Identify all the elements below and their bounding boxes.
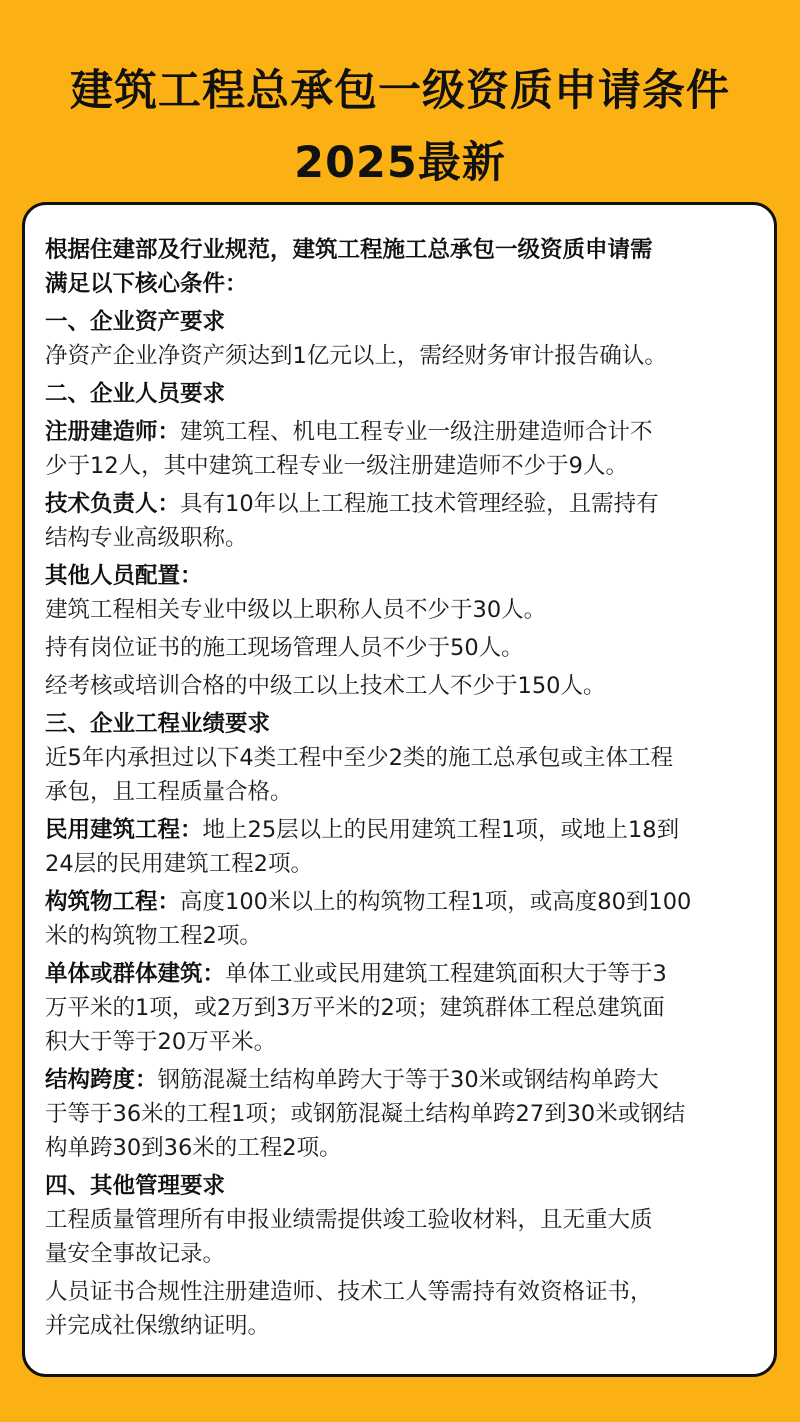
section-1-heading: 一、企业资产要求 xyxy=(45,309,226,335)
section-2-heading: 二、企业人员要求 xyxy=(45,381,226,407)
intro-line-1: 根据住建部及行业规范，建筑工程施工总承包一级资质申请需 xyxy=(45,237,653,263)
section-1-text: 净资产企业净资产须达到1亿元以上，需经财务审计报告确认。 xyxy=(45,343,667,369)
section-4-text-3: 人员证书合规性注册建造师、技术工人等需持有效资格证书， xyxy=(45,1279,653,1305)
section-2-item-c-3: 经考核或培训合格的中级工以上技术工人不少于150人。 xyxy=(45,673,606,699)
section-3-item-c-cont-1: 万平米的1项，或2万到3万平米的2项；建筑群体工程总建筑面 xyxy=(45,995,665,1021)
section-2-item-c-label: 其他人员配置： xyxy=(45,563,203,589)
title-line-1: 建筑工程总承包一级资质申请条件 xyxy=(70,66,730,116)
item-label: 民用建筑工程： xyxy=(45,817,203,843)
section-3-item-c-cont-2: 积大于等于20万平米。 xyxy=(45,1029,277,1055)
section-2-item-a-cont: 少于12人，其中建筑工程专业一级注册建造师不少于9人。 xyxy=(45,453,628,479)
item-label: 构筑物工程： xyxy=(45,889,181,915)
item-label: 单体或群体建筑： xyxy=(45,961,226,987)
item-label: 技术负责人： xyxy=(45,491,181,517)
item-label: 注册建造师： xyxy=(45,419,181,445)
section-3-item-b: 构筑物工程：高度100米以上的构筑物工程1项，或高度80到100 xyxy=(45,889,692,915)
section-3-item-d-cont-1: 于等于36米的工程1项；或钢筋混凝土结构单跨27到30米或钢结 xyxy=(45,1101,686,1127)
section-2-item-b: 技术负责人：具有10年以上工程施工技术管理经验，且需持有 xyxy=(45,491,659,517)
section-3-heading: 三、企业工程业绩要求 xyxy=(45,711,271,737)
section-4-heading: 四、其他管理要求 xyxy=(45,1173,226,1199)
section-4-text-2: 量安全事故记录。 xyxy=(45,1241,226,1267)
title-line-2: 2025最新 xyxy=(294,138,506,188)
section-3-item-d-cont-2: 构单跨30到36米的工程2项。 xyxy=(45,1135,342,1161)
intro-line-2: 满足以下核心条件： xyxy=(45,271,248,297)
section-2-item-a: 注册建造师：建筑工程、机电工程专业一级注册建造师合计不 xyxy=(45,419,653,445)
page-title xyxy=(0,55,800,199)
section-2-item-c-1: 建筑工程相关专业中级以上职称人员不少于30人。 xyxy=(45,597,547,623)
section-3-item-a: 民用建筑工程：地上25层以上的民用建筑工程1项，或地上18到 xyxy=(45,817,680,843)
section-2-item-b-cont: 结构专业高级职称。 xyxy=(45,525,248,551)
section-3-text-2: 承包，且工程质量合格。 xyxy=(45,779,293,805)
section-4-text-1: 工程质量管理所有申报业绩需提供竣工验收材料，且无重大质 xyxy=(45,1207,653,1233)
section-3-text-1: 近5年内承担过以下4类工程中至少2类的施工总承包或主体工程 xyxy=(45,745,673,771)
section-3-item-c: 单体或群体建筑：单体工业或民用建筑工程建筑面积大于等于3 xyxy=(45,961,667,987)
section-4-text-4: 并完成社保缴纳证明。 xyxy=(45,1313,271,1339)
section-3-item-d: 结构跨度：钢筋混凝土结构单跨大于等于30米或钢结构单跨大 xyxy=(45,1067,659,1093)
section-3-item-b-cont: 米的构筑物工程2项。 xyxy=(45,923,262,949)
section-2-item-c-2: 持有岗位证书的施工现场管理人员不少于50人。 xyxy=(45,635,524,661)
section-3-item-a-cont: 24层的民用建筑工程2项。 xyxy=(45,851,313,877)
content-card xyxy=(22,202,777,1377)
item-label: 结构跨度： xyxy=(45,1067,158,1093)
